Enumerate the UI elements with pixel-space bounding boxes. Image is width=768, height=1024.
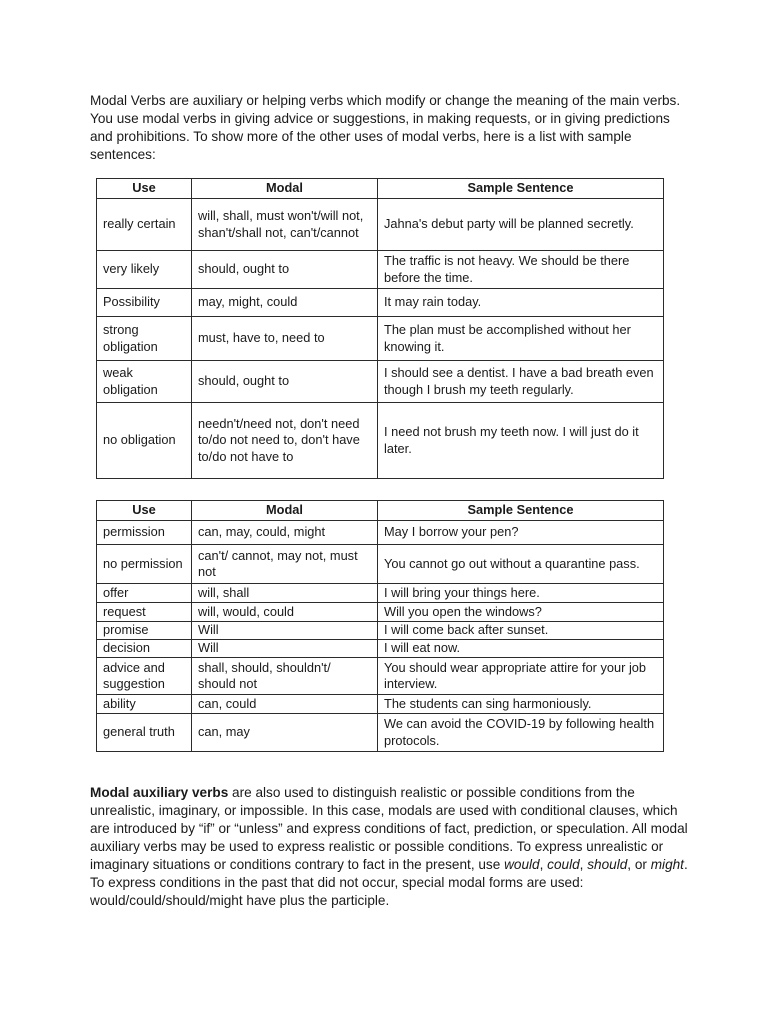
separator: , or: [627, 857, 651, 872]
paragraph-text: are also used to distinguish realistic or possible conditions from the unrealistic, imaginary, or impossible. In this case, modals are used with conditional clauses, which are introduced by “if” or “unless” and express conditions of fact, prediction, or speculation. All modal auxiliary verbs may be used to express realistic or possible conditions. To express unrealistic or imaginary situations or conditions contrary to fact in the present, use: [90, 785, 688, 872]
header-use: Use: [97, 179, 192, 199]
cell-use: weak obligation: [97, 361, 192, 403]
table-header-row: [97, 501, 664, 521]
cell-use: no permission: [97, 545, 192, 584]
table-row: [97, 603, 664, 622]
cell-use: very likely: [97, 251, 192, 289]
table-row: [97, 695, 664, 714]
header-modal: Modal: [192, 501, 378, 521]
cell-sample: I should see a dentist. I have a bad breath even though I brush my teeth regularly.: [378, 361, 664, 403]
cell-use: advice and suggestion: [97, 658, 192, 695]
cell-sample: The students can sing harmoniously.: [378, 695, 664, 714]
cell-use: permission: [97, 521, 192, 545]
cell-modal: needn't/need not, don't need to/do not need to, don't have to/do not have to: [192, 403, 378, 479]
cell-sample: I need not brush my teeth now. I will just do it later.: [378, 403, 664, 479]
cell-modal: will, would, could: [192, 603, 378, 622]
cell-modal: should, ought to: [192, 361, 378, 403]
modal-uses-table-2: [96, 500, 664, 752]
cell-modal: can, could: [192, 695, 378, 714]
table-row: [97, 403, 664, 479]
modal-uses-table-1: [96, 178, 664, 479]
emphasis-should: should: [587, 857, 628, 872]
cell-modal: shall, should, shouldn't/ should not: [192, 658, 378, 695]
table-row: [97, 545, 664, 584]
cell-use: promise: [97, 622, 192, 640]
cell-sample: The traffic is not heavy. We should be there before the time.: [378, 251, 664, 289]
cell-sample: Will you open the windows?: [378, 603, 664, 622]
table-row: [97, 199, 664, 251]
cell-sample: I will bring your things here.: [378, 584, 664, 603]
cell-sample: You should wear appropriate attire for your job interview.: [378, 658, 664, 695]
cell-use: no obligation: [97, 403, 192, 479]
cell-modal: will, shall, must won't/will not, shan't/shall not, can't/cannot: [192, 199, 378, 251]
cell-modal: Will: [192, 640, 378, 658]
cell-modal: should, ought to: [192, 251, 378, 289]
header-sample-sentence: Sample Sentence: [378, 179, 664, 199]
separator: ,: [539, 857, 548, 872]
table-row: [97, 714, 664, 752]
cell-modal: can't/ cannot, may not, must not: [192, 545, 378, 584]
emphasis-could: could: [547, 857, 580, 872]
cell-modal: may, might, could: [192, 289, 378, 317]
cell-sample: I will come back after sunset.: [378, 622, 664, 640]
cell-modal: Will: [192, 622, 378, 640]
cell-use: request: [97, 603, 192, 622]
table-row: [97, 584, 664, 603]
table-row: [97, 289, 664, 317]
cell-sample: May I borrow your pen?: [378, 521, 664, 545]
cell-use: ability: [97, 695, 192, 714]
cell-sample: The plan must be accomplished without her knowing it.: [378, 317, 664, 361]
cell-sample: I will eat now.: [378, 640, 664, 658]
separator: ,: [579, 857, 588, 872]
cell-sample: It may rain today.: [378, 289, 664, 317]
cell-use: decision: [97, 640, 192, 658]
bold-term: Modal auxiliary verbs: [90, 785, 229, 800]
intro-paragraph: Modal Verbs are auxiliary or helping verbs which modify or change the meaning of the main verbs. You use modal verbs in giving advice or suggestions, in making requests, or in giving predictions and prohibitions. To show more of the other uses of modal verbs, here is a list with sample sentences:: [90, 93, 681, 162]
cell-modal: can, may: [192, 714, 378, 752]
cell-modal: will, shall: [192, 584, 378, 603]
header-use: Use: [97, 501, 192, 521]
cell-use: offer: [97, 584, 192, 603]
conditional-modals-paragraph: [90, 784, 690, 910]
cell-modal: can, may, could, might: [192, 521, 378, 545]
table-row: [97, 640, 664, 658]
cell-sample: We can avoid the COVID-19 by following health protocols.: [378, 714, 664, 752]
table-row: [97, 361, 664, 403]
table-row: [97, 658, 664, 695]
cell-sample: Jahna's debut party will be planned secretly.: [378, 199, 664, 251]
table-row: [97, 317, 664, 361]
table-row: [97, 251, 664, 289]
cell-use: general truth: [97, 714, 192, 752]
emphasis-might: might: [650, 857, 684, 872]
header-sample-sentence: Sample Sentence: [378, 501, 664, 521]
cell-modal: must, have to, need to: [192, 317, 378, 361]
cell-sample: You cannot go out without a quarantine pass.: [378, 545, 664, 584]
cell-use: Possibility: [97, 289, 192, 317]
header-modal: Modal: [192, 179, 378, 199]
table-row: [97, 622, 664, 640]
cell-use: really certain: [97, 199, 192, 251]
emphasis-would: would: [504, 857, 540, 872]
table-header-row: [97, 179, 664, 199]
table-row: [97, 521, 664, 545]
cell-use: strong obligation: [97, 317, 192, 361]
paragraph-text: . To express conditions in the past that did not occur, special modal forms are used: would/could/should/might have plus the participle.: [90, 857, 688, 908]
